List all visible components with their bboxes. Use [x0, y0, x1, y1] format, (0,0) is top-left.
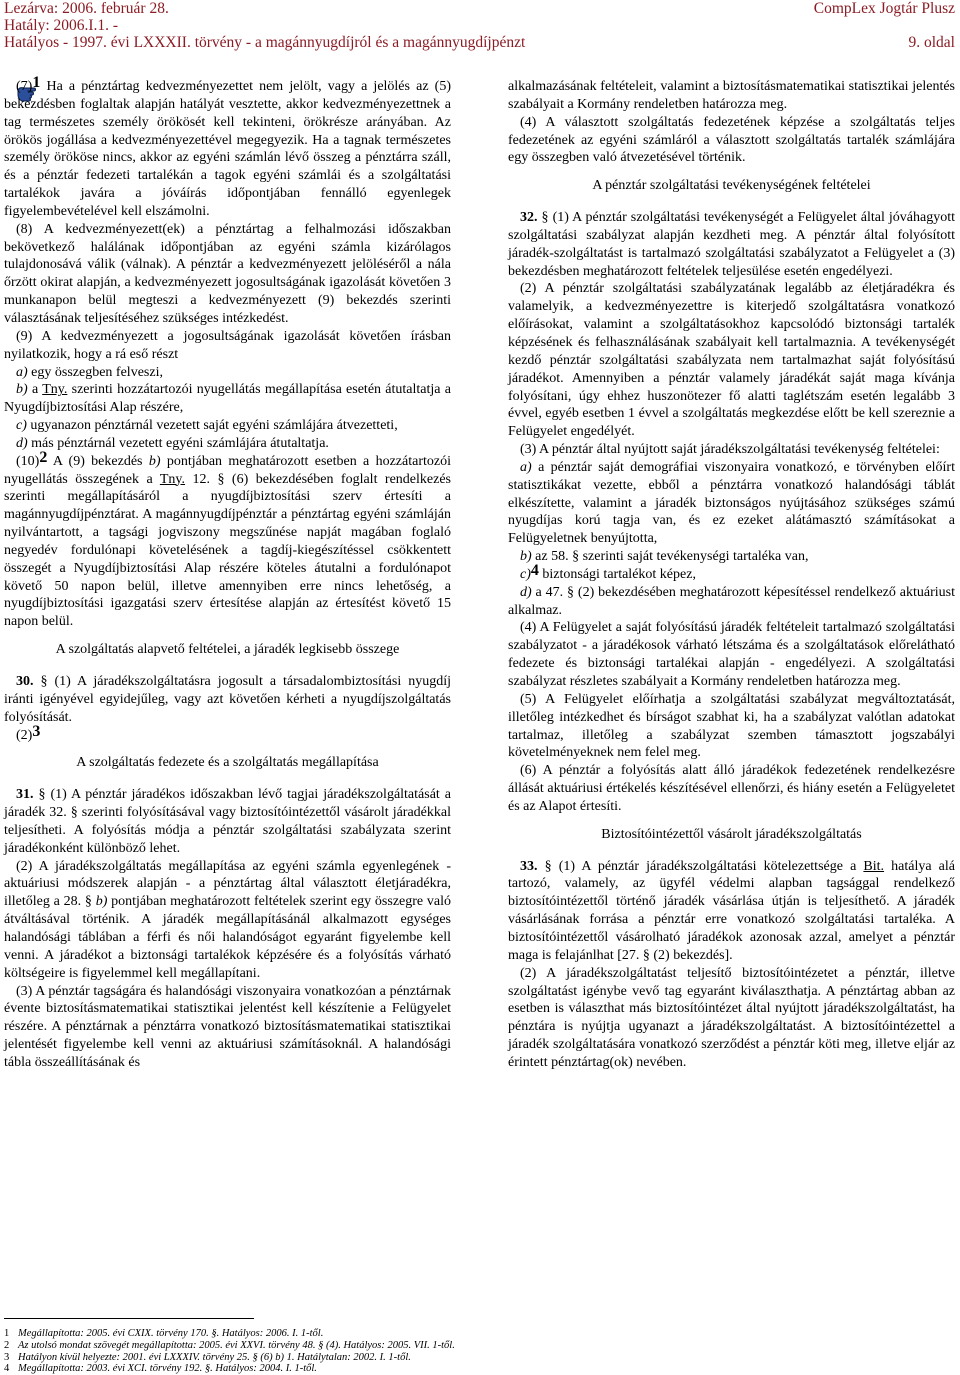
page-number: 9. oldal [908, 34, 955, 51]
section-31-2: (2) A járadékszolgáltatás megállapítása az egyéni számla egyenlegének - aktuáriusi módszerek alapján - a pénztártag által választott életjáradékra, illetőleg a 28. § b) pontjában meghatározott feltételek szerint egy összegre való átváltásával történik. A járadék megállapításánál alkalmazott egységes halandósági táblában a férfi és női halandóságot egyaránt figyelembe kell venni. A járadékot a biztonsági tartalékok képzésére és a folyósítás várható költségeire is figyelemmel kell megállapítani. [4, 858, 451, 981]
footnotes [4, 1328, 954, 1375]
footnote-divider [4, 1318, 254, 1319]
footnote: 4 Megállapította: 2003. évi XCI. törvény 192. §. Hatályos: 2004. I. 1-től. [4, 1363, 317, 1375]
section-33: 33. § (1) A pénztár járadékszolgáltatási kötelezettsége a Bit. hatálya alá tartozó, valamely, az ügyfél védelmi alapban tagsággal rendelkező biztosítóintézettől történő járadék vásárlása útján is teljesíthető. A járadék vásárlásának forrása a pénztár erre vonatkozó szolgáltatási tartaléka. A biztosítóintézettől vásárolható járadékok azonosak azzal, amelyet a pénztár maga is felajánlhat [27. § (2) bekezdés]. [508, 858, 955, 963]
section-32-3a: a) a pénztár saját demográfiai viszonyaira vonatkozó, e törvényben előírt statisztikákat vezette, ebből a pénztárra vonatkozó halandósági táblát elkészítette, valamint a járadék biztonságos nyújtásához szükséges számú nyugdíjas korú tagja van, és ez ezeket alátámasztó számításokat a Felügyeletnek benyújtotta, [508, 459, 955, 547]
section-32-6: (6) A pénztár a folyósítás alatt álló járadékok fedezetének rendelkezésre állását aktuáriusi értékelés készítésével ellenőrzi, és hiány esetén a Felügyeletet és az Alapot értesíti. [508, 763, 955, 814]
section-32: 32. § (1) A pénztár szolgáltatási tevékenységét a Felügyelet által jóváhagyott szolgáltatási szabályzat alapján kezdheti meg. A pénztár által folyósított járadék-szolgáltatást is tartalmazó szolgáltatási szabályzatot a Felügyelet a (3) bekezdésben meghatározott feltételek teljesülése esetén engedélyezi. [508, 210, 955, 279]
left-column [4, 74, 451, 1072]
paragraph-9c: c) ugyanazon pénztárnál vezetett saját egyéni számlájára átvezetteti, [16, 418, 398, 434]
bit-link[interactable]: Bit. [863, 858, 885, 874]
footnote-ref-3[interactable]: 3 [32, 722, 41, 740]
paragraph-9d: d) más pénztárnál vezetett egyéni számlájára átutaltatja. [16, 435, 329, 451]
heading-service-conditions: A pénztár szolgáltatási tevékenységének feltételei [592, 178, 871, 194]
footnote-ref-1[interactable]: 1 [32, 74, 41, 91]
heading-coverage: A szolgáltatás fedezete és a szolgáltatás megállapítása [76, 755, 379, 771]
footnote-ref-2[interactable]: 2 [39, 448, 48, 466]
heading-basic-conditions: A szolgáltatás alapvető feltételei, a járadék legkisebb összege [55, 642, 400, 658]
product-name: CompLex Jogtár Plusz [813, 0, 955, 17]
section-32-3d: d) a 47. § (2) bekezdésében meghatározott képesítéssel rendelkező aktuáriust alkalmaz. [508, 584, 955, 618]
footnote-ref-4[interactable]: 4 [530, 561, 539, 579]
paragraph-9: (9) A kedvezményezett a jogosultságának igazolását követően írásban nyilatkozik, hogy a rá eső részt [4, 328, 451, 362]
law-title: Hatályos - 1997. évi LXXXII. törvény - a magánnyugdíjról és a magánnyugdíjpénzt [4, 34, 526, 51]
tny-link[interactable]: Tny. [159, 471, 186, 487]
section-31-4: (4) A választott szolgáltatás fedezetének képzése a szolgáltatás teljes fedezetének az egyéni számláról a választott szolgáltatás tartalék számlájára egy összegben való átvezetésével történik. [508, 114, 955, 166]
right-column [508, 78, 955, 1072]
tny-link[interactable]: Tny. [42, 382, 68, 398]
section-32-5: (5) A Felügyelet előírhatja a szolgáltatási szabályzat megváltoztatását, illetőleg intézkedhet és bírságot szabhat ki, ha a szabályzat valótlan adatokat tartalmaz, illetőleg a szabályzat szemben támasztott jogszabályi követelményeknek nem felel meg. [508, 691, 955, 761]
section-32-4: (4) A Felügyelet a saját folyósítású járadék feltételeit tartalmazó szolgáltatási szabályzatot - a járadékosok várható létszáma és a szolgáltatások előrelátható fedezete és biztonsági tartalékai alapján - engedélyezi. A szolgáltatási szabályzat részletes szabályait a Kormány rendeletben határozza meg. [508, 620, 955, 689]
footnote: 2 Az utolsó mondat szövegét megállapította: 2005. évi XXVI. törvény 48. § (4). Hatályos: 2005. VII. 1-től. [4, 1339, 455, 1351]
continuation: alkalmazásának feltételeit, valamint a biztosításmatematikai statisztikai jelentés szabályait a Kormány rendeletben határozza meg. [508, 79, 955, 112]
section-30-2: (2)$^3$ [16, 722, 41, 743]
paragraph-8: (8) A kedvezményezett(ek) a pénztártag a felhalmozási időszakban bekövetkező halálának időpontjában az egyéni számla kizárólagos tulajdonosává válik (válnak). A pénztár a kedvezményezett jelöléséről a nála őrzött okirat alapján, a kedvezményezett jogosultságának igazolását követően 3 munkanapon belül megteszi a kedvezményezett (9) bekezdés szerinti választásának teljesítéséhez szükséges intézkedést. [4, 221, 451, 326]
paragraph-10: (10)$^2$ A (9) bekezdés b) pontjában meghatározott esetben a hozzátartozói nyugellátás összegének a Tny. 12. § (6) bekezdésében foglalt rendelkezés szerinti megállapításáról a nyugdíjbiztosítási szerv értesíti a magánnyugdíjpénztárat. A magánnyugdíjpénztár a pénztártag egyéni számláján nyilvántartott, a tagsági jogviszony megszűnése napját magában foglaló negyedév fordulónapi követelésének a tagdíj-kiegészítéssel csökkentett összegét a Nyugdíjbiztosítási Alap részére köteles átutalni a fordulónapot követő 50 napon belül, illetve amennyiben erre nincs lehetőség, a nyugdíjbiztosítási igazgatási szerv értesítése alapján az értesítést követő 15 napon belül. [4, 448, 451, 630]
section-32-3c: c)$^4$ biztonsági tartalékot képez, [520, 561, 696, 582]
section-32-3b: b) az 58. § szerinti saját tevékenységi tartaléka van, [520, 549, 809, 565]
paragraph-9b: b) a Tny. szerinti hozzátartozói nyugellátás megállapítása esetén átutaltatja a Nyugdíjbiztosítási Alap részére, [4, 382, 451, 416]
section-31-3: (3) A pénztár tagságára és halandósági viszonyaira vonatkozóan a pénztárnak évente biztosításmatematikai statisztikai jelentést kell készítenie a Felügyelet részére. A pénztárnak a pénztárra vonatkozó biztosításmatematikai statisztikai jelentését figyelembe kell venni az aktuáriusi számításoknál. A halandósági tábla összeállításának és [4, 983, 451, 1070]
closed-date: Lezárva: 2006. február 28. [4, 0, 169, 17]
section-33-2: (2) A járadékszolgáltatást teljesítő biztosítóintézetet a pénztár, illetve szolgáltatást igénybe vevő tag egyaránt kiválaszthatja. A pénztártag abban az esetben is választhat más biztosítóintézet által nyújtott járadékszolgáltatást, ha pénztára is nyújtja ugyanazt a járadékszolgáltatást. A biztosítóintézettel a járadék szolgáltatására vonatkozó szerződést a pénztár köti meg, illetve eljár az érintett pénztártag(ok) nevében. [508, 965, 955, 1070]
footnote: 3 Hatályon kívül helyezte: 2001. évi LXXXIV. törvény 25. § (6) b) 1. Hatálytalan: 2002. I. 1-től. [4, 1351, 411, 1363]
paragraph-9a: a) egy összegben felveszi, [16, 364, 163, 380]
section-30: 30. § (1) A járadékszolgáltatásra jogosult a társadalombiztosítási nyugdíj iránti igényével egyidejűleg, vagy azt követően kérheti a nyugdíjszolgáltatás folyósítását. [4, 674, 451, 725]
scope-date: Hatály: 2006.I.1. - [4, 17, 119, 34]
footnote: 1 Megállapította: 2005. évi CXIX. törvény 170. §. Hatályos: 2006. I. 1-től. [4, 1328, 324, 1339]
section-32-3: (3) A pénztár által nyújtott saját járadékszolgáltatási tevékenység feltételei: [520, 442, 940, 458]
paragraph-7: (7)$^1$ Ha a pénztártag kedvezményezettet nem jelölt, vagy a jelölés az (5) bekezdésben foglaltak alapján hatályát vesztette, akkor kedvezményezettnek a tag természetes személy örökösét kell tekinteni, örökrésze arányában. Az örökös jogállása a kedvezményezettével megegyezik. Ha a tagnak természetes személy örököse nincs, akkor az egyéni számlán lévő összeg a pénztárra száll, és a pénztár fedezeti tartalékán a tagok egyéni számlái és a szolgáltatási tartalékok javára a jóváírás időpontjában fennálló egyenlegek figyelembevételével kell elszámolni. [4, 74, 451, 219]
section-31: 31. § (1) A pénztár járadékos időszakban lévő tagjai járadékszolgáltatását a járadék 32. § szerinti folyósításával vagy biztosítóintézettől vásárolt járadékkal teljesítheti. A folyósítás módja a pénztár szolgáltatási szabályzata szerint járadékonként különböző lehet. [4, 787, 451, 856]
section-32-2: (2) A pénztár szolgáltatási szabályzatának legalább az életjáradékra és valamelyik, a kedvezményezettre is kiterjedő szolgáltatásra vonatkozó előírásokat, valamint a szolgáltatásokhoz kapcsolódó biztonsági tartalék képzésének és felhasználásának szabályait kell tartalmaznia. A tevékenységét kezdő pénztár szolgáltatási szabályzata nem tartalmazhat saját folyósítású járadékot. Amennyiben a pénztár valamely járadékát saját maga kívánja folyósítani, úgy ehhez huszonötezer fő alatti taglétszám esetén legalább 3 évvel, egyéb esetben 1 évvel a szolgáltatás megkezdése előtt be kell szereznie a Felügyelet engedélyét. [508, 281, 955, 440]
heading-insurer-annuity: Biztosítóintézettől vásárolt járadékszolgáltatás [601, 826, 862, 842]
